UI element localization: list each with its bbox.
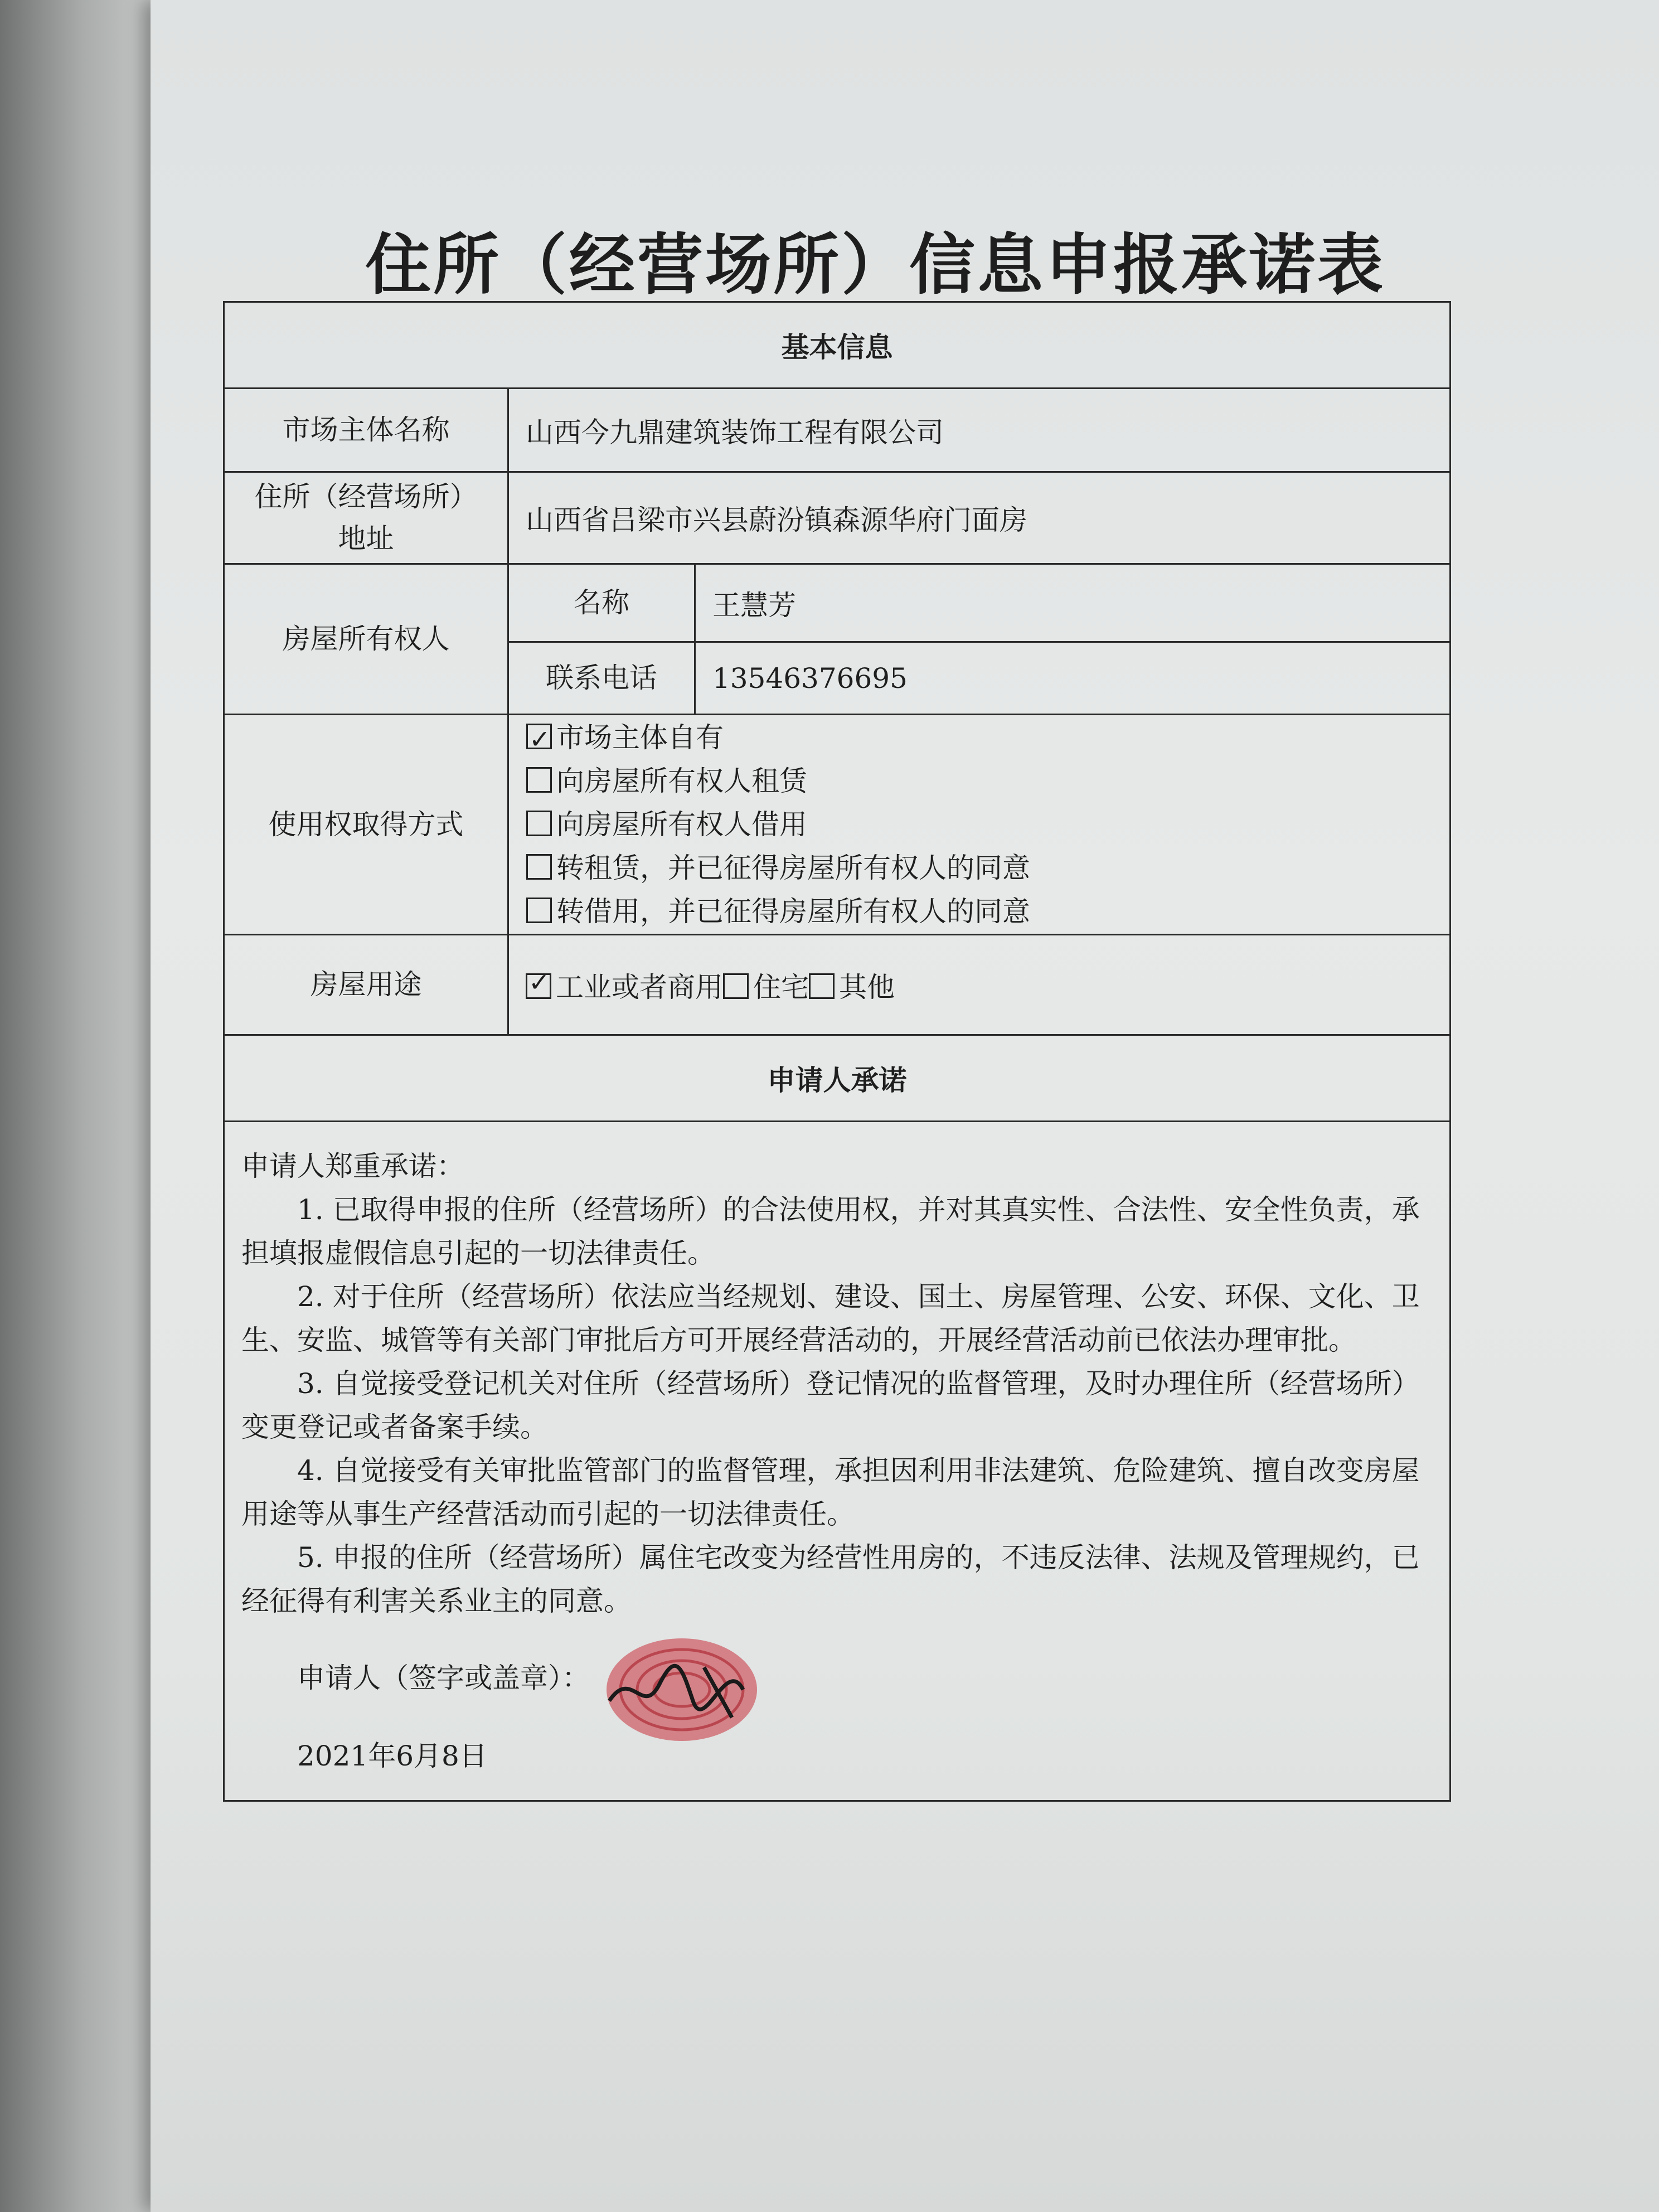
promise-item: 2. 对于住所（经营场所）依法应当经规划、建设、国土、房屋管理、公安、环保、文化、卫生、安监、城管等有关部门审批后方可开展经营活动的，开展经营活动前已依法办理审批。 (241, 1280, 1420, 1356)
checkbox[interactable] (526, 854, 552, 880)
form-table (223, 301, 1451, 1802)
promise-item: 4. 自觉接受有关审批监管部门的监督管理，承担因利用非法建筑、危险建筑、擅自改变房屋用途等从事生产经营活动而引起的一切法律责任。 (241, 1454, 1420, 1530)
checkbox[interactable] (809, 973, 835, 999)
promise-intro: 申请人郑重承诺： (241, 1150, 464, 1182)
owner-phone-label: 联系电话 (508, 642, 695, 715)
basic-info-header: 基本信息 (224, 302, 1451, 389)
promise-item: 1. 已取得申报的住所（经营场所）的合法使用权，并对其真实性、合法性、安全性负责，承担填报虚假信息引起的一切法律责任。 (241, 1194, 1420, 1269)
owner-name-label: 名称 (508, 564, 695, 642)
document-page (151, 0, 1659, 2212)
use-right-option: ✓市场主体自有 (510, 716, 1449, 759)
document-title: 住所（经营场所）信息申报承诺表 (365, 226, 1385, 303)
use-right-option: 转借用，并已征得房屋所有权人的同意 (510, 890, 1449, 933)
use-right-option: 向房屋所有权人借用 (510, 803, 1449, 846)
checkbox[interactable] (526, 811, 552, 836)
usage-label: 房屋用途 (224, 935, 508, 1035)
checkbox[interactable] (526, 898, 552, 923)
signature-label: 申请人（签字或盖章）： (297, 1662, 590, 1694)
document-content (223, 212, 1505, 1772)
usage-option-label: 工业或者商用 (556, 971, 723, 1003)
promise-item: 3. 自觉接受登记机关对住所（经营场所）登记情况的监督管理，及时办理住所（经营场所）变更登记或者备案手续。 (241, 1367, 1420, 1443)
checkbox[interactable] (526, 973, 551, 999)
use-right-label: 使用权取得方式 (224, 715, 508, 935)
entity-name-value: 山西今九鼎建筑装饰工程有限公司 (508, 389, 1451, 472)
usage-option-label: 住宅 (753, 971, 809, 1003)
address-label-line1: 住所（经营场所） (254, 481, 478, 513)
promise-body (224, 1122, 1451, 1801)
owner-phone-value: 13546376695 (695, 642, 1451, 715)
signature-row (241, 1656, 1433, 1734)
use-right-options (508, 715, 1451, 935)
checkbox[interactable] (526, 767, 552, 793)
binding-shadow (0, 0, 151, 2212)
address-value: 山西省吕梁市兴县蔚汾镇森源华府门面房 (508, 472, 1451, 564)
promise-item: 5. 申报的住所（经营场所）属住宅改变为经营性用房的，不违反法律、法规及管理规约，已经征得有利害关系业主的同意。 (241, 1541, 1420, 1617)
entity-name-label: 市场主体名称 (224, 389, 508, 472)
address-label (224, 472, 508, 564)
owner-name-value: 王慧芳 (695, 564, 1451, 642)
sign-date: 2021年6月8日 (297, 1740, 487, 1772)
fingerprint-signature-icon (598, 1634, 765, 1745)
usage-options (508, 935, 1451, 1035)
use-right-option: 向房屋所有权人租赁 (510, 759, 1449, 803)
address-label-line2: 地址 (338, 522, 394, 555)
promise-header: 申请人承诺 (224, 1035, 1451, 1122)
usage-option-label: 其他 (839, 971, 895, 1003)
checkbox[interactable] (526, 724, 552, 749)
checkbox[interactable] (723, 973, 749, 999)
use-right-option: 转租赁，并已征得房屋所有权人的同意 (510, 846, 1449, 890)
owner-label: 房屋所有权人 (224, 564, 508, 715)
